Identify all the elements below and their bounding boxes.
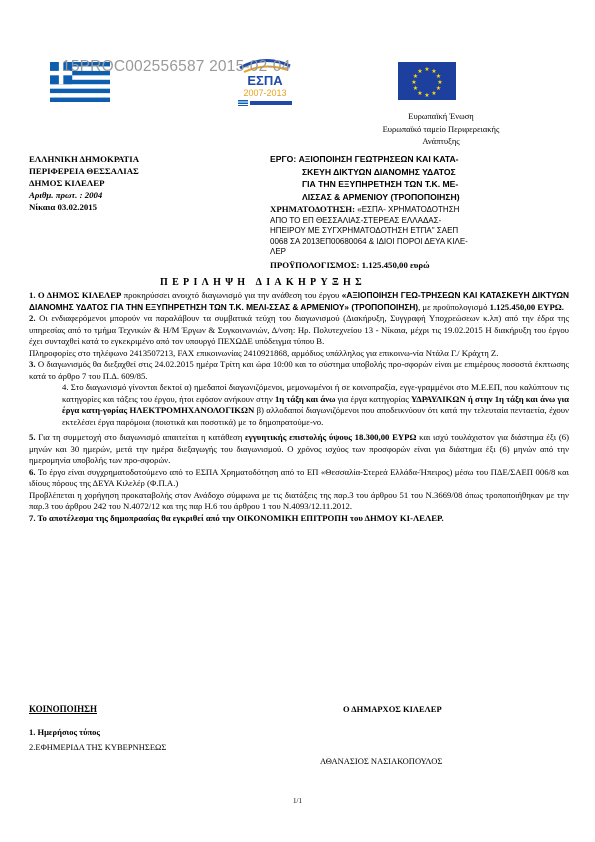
svg-text:★: ★ [437, 79, 443, 86]
eu-caption [346, 110, 536, 148]
mayor-name: ΑΘΑΝΑΣΙΟΣ ΝΑΣΙΑΚΟΠΟΥΛΟΣ [320, 756, 443, 766]
p6-text: Το έργο είναι συγχρηματοδοτούμενο από το ΕΣΠΑ Χρηματοδότηση από το ΕΠ «Θεσσαλία-Στερεά Ελλάδα-Ήπειρος) μέσω του ΠΔΕ/ΣΑΕΠ 006/8 και ιδίους πόρους της ΔΕΥΑ Κιλελέρ (Φ.Π.Α.) [29, 466, 569, 488]
budget-line: ΠΡΟΫΠΟΛΟΓΙΣΜΟΣ: 1.125.450,00 ευρώ [270, 259, 430, 270]
eu-caption-line: Ευρωπαϊκό ταμείο Περιφερειακής [382, 123, 500, 134]
p4-categories: ΥΔΡΑΥΛΙΚΩΝ ή στην 1η τάξη και άνω για έργα κατη-γορίας ΗΛΕΚΤΡΟΜΗΧΑΝΟΛΟΓΙΚΩΝ [62, 393, 569, 415]
project-title-line: ΑΞΙΟΠΟΙΗΣΗ ΓΕΩΤΡΗΣΕΩΝ ΚΑΙ ΚΑΤΑ- [298, 154, 459, 164]
funding-text: 0068 ΣΑ 2013ΕΠ00680064 & ΙΔΙΟΙ ΠΟΡΟΙ ΔΕΥΑ ΚΙΛΕ- [270, 236, 468, 246]
svg-text:★: ★ [417, 90, 423, 97]
project-title-line: ΓΙΑ ΤΗΝ ΕΞΥΠΗΡΕΤΗΣΗ ΤΩΝ Τ.Κ. ΜΕ- [302, 179, 459, 189]
p3-text: Ο διαγωνισμός θα διεξαχθεί στις 24.02.2015 ημέρα Τρίτη και ώρα 10:00 και το σύστημα υποβολής προ-σφορών είναι με επιμέρους ποσοστά έκπτωσης κατά το άρθρο 7 του Π.Δ. 609/85. [29, 359, 569, 381]
paragraph-4 [29, 382, 569, 428]
eu-caption-line: Ανάπτυξης [422, 136, 460, 146]
espa-years-text: 2007-2013 [243, 88, 287, 98]
authority-block [29, 153, 259, 213]
p5-text: και ισχύ τουλάχιστον για διάστημα έξι (6) μηνών και 30 ημερών, μετά την ημέρα διεξαγωγής του διαγωνισμού. Ο χρόνος ισχύος των προσφορών είναι για διάστημα έξι (6) μηνών από την ημερομηνία υποβολής των προ-σφορών. [29, 432, 569, 465]
funding-text: ΑΠΟ ΤΟ ΕΠ ΘΕΣΣΑΛΙΑΣ-ΣΤΕΡΕΑΣ ΕΛΛΑΔΑΣ- [270, 215, 442, 225]
paragraph-2 [29, 313, 569, 348]
authority-region: ΠΕΡΙΦΕΡΕΙΑ ΘΕΣΣΑΛΙΑΣ [29, 166, 139, 176]
authority-municipality: ΔΗΜΟΣ ΚΙΛΕΛΕΡ [29, 178, 105, 188]
p2-text: Οι ενδιαφερόμενοι μπορούν να παραλάβουν τα συμβατικά τεύχη του διαγωνισμού (Διακήρυξη, Συγγραφή Υποχρεώσεων κ.λπ) από την έδρα της υπηρεσίας από το τμήμα Τεχνικών & Η/Μ Έργων & Συγκοινωνιών, Δ/νση: Ηρ. Πολυτεχνείου 13 - Νίκαια, μέχρι τις 19.02.2015 Η διακήρυξη του έργου έχει συνταχθεί κατά το εγκεκριμένο από τον υπουργό ΠΕΧΩΔΕ υπόδειγμα τύπου Β. [29, 313, 569, 346]
p5-number: 5. [29, 432, 36, 442]
p5-text: Για τη συμμετοχή στο διαγωνισμό απαιτείται η κατάθεση [35, 432, 245, 442]
document-body [29, 290, 569, 524]
svg-text:★: ★ [417, 68, 423, 75]
page-number: 1/1 [293, 797, 302, 805]
funding-label: ΧΡΗΜΑΤΟΔΟΤΗΣΗ: [270, 204, 356, 214]
p4-text: για έργα κατηγορίας [335, 393, 412, 404]
paragraph-6 [29, 467, 569, 490]
eu-caption-line: Ευρωπαϊκή Ένωση [408, 111, 474, 121]
protocol-number: Αριθμ. πρωτ. : 2004 [29, 190, 103, 200]
document-title: ΠΕΡΙΛΗΨΗ ΔΙΑΚΗΡΥΞΗΣ [160, 277, 366, 288]
document-date: Νίκαια 03.02.2015 [29, 202, 98, 212]
svg-text:★: ★ [435, 85, 442, 92]
p1-project-name: «ΑΞΙΟΠΟΙΗΣΗ ΓΕΩ-ΤΡΗΣΕΩΝ ΚΑΙ ΚΑΤΑΣΚΕΥΗ ΔΙΚΤΥΩΝ ΔΙΑΝΟΜΗΣ ΥΔΑΤΟΣ ΓΙΑ ΤΗΝ ΕΞΥΠΗΡΕΤΗΣΗ ΤΩΝ Τ.Κ. ΜΕΛΙ-ΣΣΑΣ & ΑΡΜΕΝΙΟΥ» (ΤΡΟΠΟΠΟΙΗΣΗ) [29, 290, 570, 312]
paragraph-1 [29, 290, 569, 313]
authority-country: ΕΛΛΗΝΙΚΗ ΔΗΜΟΚΡΑΤΙΑ [29, 154, 140, 164]
svg-text:★: ★ [431, 68, 437, 75]
project-title-line: ΛΙΣΣΑΣ & ΑΡΜΕΝΙΟΥ (ΤΡΟΠΟΠΟΙΗΣΗ) [302, 191, 460, 202]
p4-text: β) αλλοδαποί διαγωνιζόμενοι που αποδεικνύουν ότι κατά την τελευταία πενταετία, έχουν εκτελέσει έργα παρόμοια (ποιοτικά και ποσοτικά) με το δημοπρατούμε-νο. [62, 405, 569, 427]
p4-class: 1η τάξη και άνω [274, 393, 336, 404]
paragraph-5 [29, 432, 569, 467]
svg-text:★: ★ [412, 85, 419, 92]
cc-label: ΚΟΙΝΟΠΟΙΗΣΗ [29, 704, 98, 714]
svg-text:★: ★ [435, 73, 442, 80]
p2-number: 2. [29, 313, 36, 323]
funding-text: ΗΠΕΙΡΟΥ ΜΕ ΣΥΓΧΡΗΜΑΤΟΔΟΤΗΣΗ ΕΤΠΑ" ΣΑΕΠ [270, 226, 459, 235]
svg-text:★: ★ [412, 73, 419, 80]
p3-number: 3. [29, 359, 36, 369]
recipient-item: 2.ΕΦΗΜΕΡΙΔΑ ΤΗΣ ΚΥΒΕΡΝΗΣΕΩΣ [29, 742, 167, 752]
funding-text: ΛΕΡ [270, 247, 287, 256]
paragraph-3 [29, 359, 569, 382]
p4-text: 4. Στο διαγωνισμό γίνονται δεκτοί α) ημεδαποί διαγωνιζόμενοι, μεμονωμένοι ή σε κοινοπραξία, εγγε-γραμμένοι στο Μ.Ε.ΕΠ, που καλύπτουν τις κατηγορίες και τάξεις του έργου, ήτοι εφόσον ανήκουν στην [62, 382, 569, 404]
p5-guarantee: εγγυητικής επιστολής ύψους 18.300,00 ΕΥΡΩ [244, 432, 417, 442]
p6-number: 6. [29, 466, 36, 477]
paragraph-7: 7. Το αποτέλεσμα της δημοπρασίας θα εγκριθεί από την ΟΙΚΟΝΟΜΙΚΗ ΕΠΙΤΡΟΠΗ του ΔΗΜΟΥ ΚΙ-ΛΕΛΕΡ. [29, 512, 444, 523]
paragraph-6-advance: Προβλέπεται η χορήγηση προκαταβολής στον Ανάδοχο σύμφωνα με τις διατάξεις της παρ.3 του άρθρου 51 του Ν.3669/08 όπως τροποποιήθηκαν με την παρ.3 του άρθρου 242 του Ν.4072/12 και της παρ Η.6 του άρθρου 1 του Ν.4093/12.11.2012. [29, 489, 569, 511]
svg-text:★: ★ [411, 79, 417, 86]
p1-text: προκηρύσσει ανοιχτό διαγωνισμό για την ανάθεση του έργου [121, 290, 342, 300]
paragraph-2-info: Πληροφορίες στο τηλέφωνο 2413507213, FAX επικοινωνίας 2410921868, αρμόδιος υπάλληλος για επικοινω-νία Ντάλα Γ./ Κράχτη Ζ. [29, 347, 499, 358]
svg-text:★: ★ [424, 92, 430, 99]
espa-logo-text: ΕΣΠΑ [247, 73, 283, 88]
mayor-title: Ο ΔΗΜΑΡΧΟΣ ΚΙΛΕΛΕΡ [343, 704, 442, 714]
p1-text: , με προϋπολογισμό [418, 301, 490, 312]
eu-flag-icon [398, 62, 456, 100]
recipient-item: 1. Ημερήσιος τύπος [29, 727, 100, 737]
funding-text: «ΕΣΠΑ- ΧΡΗΜΑΤΟΔΟΤΗΣΗ [357, 205, 460, 214]
project-block [270, 153, 570, 271]
project-title-line: ΣΚΕΥΗ ΔΙΚΤΥΩΝ ΔΙΑΝΟΜΗΣ ΥΔΑΤΟΣ [302, 166, 456, 177]
svg-text:★: ★ [424, 66, 430, 73]
svg-text:★: ★ [431, 90, 437, 97]
p1-budget: 1.125.450,00 ΕΥΡΩ. [489, 301, 564, 312]
document-id-watermark: 15PROC002556587 2015-02-04 [62, 58, 291, 75]
p1-municipality: 1. Ο ΔΗΜΟΣ ΚΙΛΕΛΕΡ [29, 290, 122, 300]
project-label: ΕΡΓΟ: [270, 154, 297, 164]
